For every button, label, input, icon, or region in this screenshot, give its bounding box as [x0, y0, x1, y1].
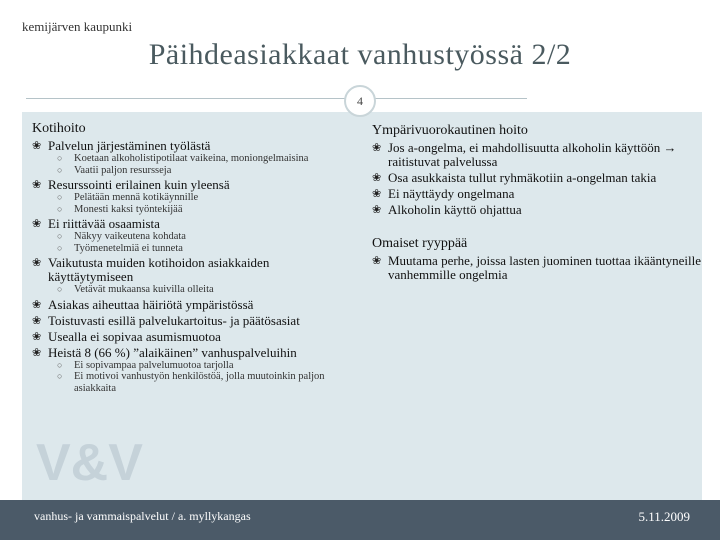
bullet-text: Vaikutusta muiden kotihoidon asiakkaiden käyttäytymiseen — [48, 255, 270, 284]
sub-bullet-marker-icon: ○ — [57, 231, 63, 241]
sub-bullet-marker-icon: ○ — [57, 284, 63, 294]
slide-title: Päihdeasiakkaat vanhustyössä 2/2 — [148, 38, 572, 71]
organization-name: kemijärven kaupunki — [22, 19, 133, 34]
bullet-item — [372, 203, 702, 217]
sub-bullet-text: Näkyy vaikeutena kohdata — [74, 231, 186, 242]
bullet-marker-icon: ❀ — [372, 255, 382, 267]
sub-bullet-text: Pelätään mennä kotikäynnille — [74, 192, 199, 203]
sub-bullet-item — [32, 231, 352, 243]
sub-bullet-item — [32, 192, 352, 204]
bullet-text: Usealla ei sopivaa asumismuotoa — [48, 328, 221, 344]
sub-bullet-item — [32, 165, 352, 177]
sub-bullet-item — [32, 371, 352, 394]
sub-bullet-text: Työmenetelmiä ei tunneta — [74, 242, 183, 254]
bullet-item — [32, 139, 352, 153]
sub-bullet-text: Koetaan alkoholistipotilaat vaikeina, moniongelmaisina — [74, 153, 309, 164]
left-column — [32, 120, 352, 394]
bullet-text: Heistä 8 (66 %) ”alaikäinen” vanhuspalveluihin — [48, 344, 297, 360]
bullet-text: Palvelun järjestäminen työlästä — [48, 138, 211, 153]
sub-bullet-marker-icon: ○ — [57, 203, 63, 214]
sub-bullet-text: Vetävät mukaansa kuivilla olleita — [74, 284, 214, 295]
bullet-item — [32, 256, 352, 284]
bullet-marker-icon: ❀ — [32, 179, 42, 191]
bullet-marker-icon: ❀ — [32, 330, 42, 343]
sub-bullet-item — [32, 284, 352, 296]
bullet-text: Osa asukkaista tullut ryhmäkotiin a-ongelman takia — [388, 170, 657, 185]
sub-bullet-marker-icon: ○ — [57, 153, 63, 163]
bullet-marker-icon: ❀ — [32, 298, 42, 311]
sub-bullet-marker-icon: ○ — [57, 371, 63, 381]
bullet-item — [372, 171, 702, 185]
bullet-marker-icon: ❀ — [372, 204, 382, 216]
bullet-text: Ei näyttäydy ongelmana — [388, 186, 515, 201]
sub-bullet-item — [32, 243, 352, 255]
bullet-marker-icon: ❀ — [32, 346, 42, 359]
footer-date: 5.11.2009 — [638, 509, 690, 524]
ymparivuorokautinen-list — [372, 141, 702, 217]
bullet-item — [32, 314, 352, 328]
vv-logo-watermark — [36, 430, 143, 492]
sub-bullet-marker-icon: ○ — [57, 192, 63, 202]
sub-bullet-text: Monesti kaksi työntekijää — [74, 203, 183, 215]
sub-bullet-text: Ei motivoi vanhustyön henkilöstöä, jolla muutoinkin paljon asiakkaita — [74, 371, 325, 394]
sub-bullet-marker-icon: ○ — [57, 359, 63, 370]
bullet-marker-icon: ❀ — [372, 172, 382, 184]
bullet-text: Alkoholin käyttö ohjattua — [388, 202, 522, 217]
kotihoito-list — [32, 139, 352, 394]
right-column — [372, 122, 702, 282]
bullet-marker-icon: ❀ — [32, 314, 42, 327]
bullet-marker-icon: ❀ — [372, 142, 382, 154]
bullet-text: Toistuvasti esillä palvelukartoitus- ja päätösasiat — [48, 312, 300, 328]
bullet-marker-icon: ❀ — [32, 218, 42, 230]
bullet-marker-icon: ❀ — [32, 140, 42, 152]
bullet-item — [372, 254, 702, 282]
sub-bullet-item — [32, 360, 352, 372]
bullet-item — [32, 330, 352, 344]
sub-bullet-marker-icon: ○ — [57, 164, 63, 175]
title-divider-left — [26, 98, 346, 99]
omaiset-heading: Omaiset ryyppää — [372, 236, 468, 251]
sub-bullet-item — [32, 204, 352, 216]
svg-text:V&V: V&V — [36, 434, 143, 492]
footer-department: vanhus- ja vammaispalvelut / a. myllykangas — [34, 509, 251, 523]
sub-bullet-marker-icon: ○ — [57, 242, 63, 253]
sub-bullet-text: Ei sopivampaa palvelumuotoa tarjolla — [74, 359, 234, 371]
bullet-text: Jos a-ongelma, ei mahdollisuutta alkoholin käyttöön → raitistuvat palvelussa — [388, 140, 677, 169]
bullet-item — [32, 217, 352, 231]
bullet-item — [32, 298, 352, 312]
sub-bullet-item — [32, 153, 352, 165]
bullet-text: Ei riittävää osaamista — [48, 216, 160, 231]
page-number: 4 — [344, 85, 376, 117]
bullet-item — [32, 346, 352, 360]
bullet-text: Muutama perhe, joissa lasten juominen tuottaa ikääntyneille vanhemmille ongelmia — [388, 253, 701, 282]
bullet-item — [372, 141, 702, 169]
slide-header — [0, 0, 720, 96]
kotihoito-heading: Kotihoito — [32, 121, 86, 136]
bullet-text: Asiakas aiheuttaa häiriötä ympäristössä — [48, 296, 254, 312]
bullet-marker-icon: ❀ — [32, 257, 42, 269]
omaiset-list — [372, 254, 702, 282]
bullet-item — [372, 187, 702, 201]
bullet-item — [32, 178, 352, 192]
title-divider-right — [374, 98, 527, 99]
bullet-text: Resurssointi erilainen kuin yleensä — [48, 177, 230, 192]
sub-bullet-text: Vaatii paljon resursseja — [74, 164, 172, 176]
ymparivuorokautinen-heading: Ympärivuorokautinen hoito — [372, 123, 528, 138]
bullet-marker-icon: ❀ — [372, 188, 382, 200]
